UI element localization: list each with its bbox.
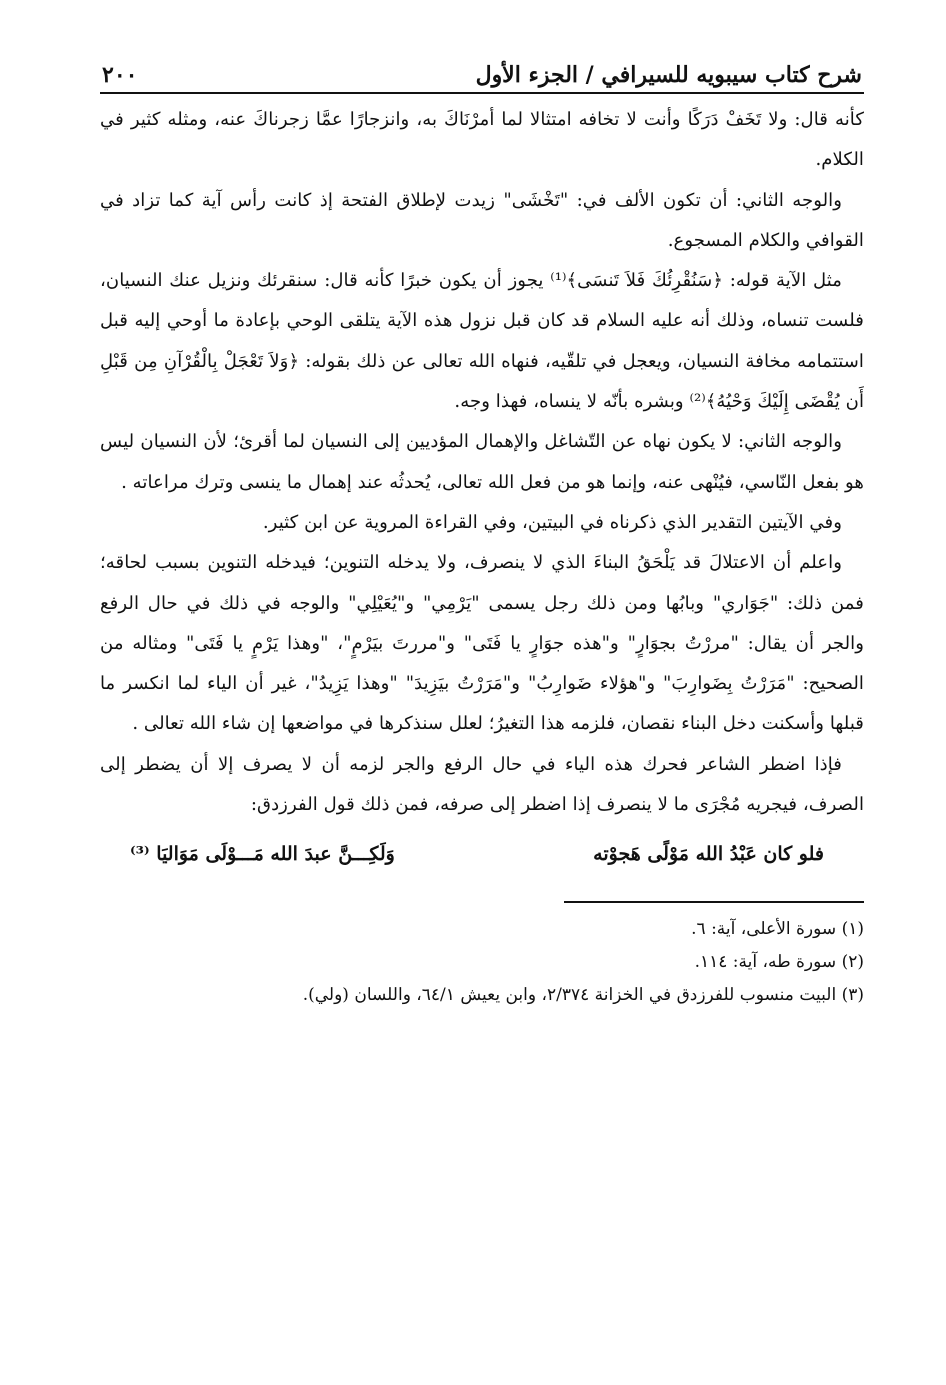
- footnote: (٢) سورة طه، آية: ١١٤.: [694, 952, 864, 973]
- poetry-verse: [100, 829, 864, 879]
- book-page: [100, 38, 864, 1012]
- paragraph: مثل الآية قوله: ﴿سَنُقْرِئُكَ فَلاَ تَنسَى﴾⁽¹⁾ يجوز أن يكون خبرًا كأنه قال: سنقرئك ونزيل عنك النسيان، فلست تنساه، وذلك أنه عليه السلام قد كان قبل نزول هذه الآية يتلقى الوحي بإعادة ما أوحي إليه قبل استتمامه مخافة النسيان، ويعجل في تلقّيه، فنهاه الله تعالى عن ذلك بقوله: ﴿وَلاَ تَعْجَلْ بِالْقُرْآنِ مِن قَبْلِ أَن يُقْضَى إِلَيْكَ وَحْيُهُ﴾⁽²⁾ وبشره بأنّه لا ينساه، فهذا وجه.: [100, 270, 864, 413]
- footnote-divider: [564, 901, 864, 903]
- page-header: [100, 38, 864, 94]
- footnotes: [100, 913, 864, 1012]
- page-number: ٢٠٠: [102, 62, 138, 88]
- paragraph: والوجه الثاني: لا يكون نهاه عن التّشاغل والإهمال المؤديين إلى النسيان لما أقرئ؛ لأن النسيان ليس هو بفعل النّاسي، فيُنْهى عنه، وإنما هو من فعل الله تعالى، يُحدثُه عند إهمال ما ينسى وترك مراعاته .: [100, 431, 864, 493]
- paragraph: فإذا اضطر الشاعر فحرك هذه الياء في حال الرفع والجر لزمه أن لا يصرف إلا أن يضطر إلى الصرف، فيجريه مُجْرَى ما لا ينصرف إذا اضطر إلى صرفه، فمن ذلك قول الفرزدق:: [100, 753, 864, 816]
- paragraph: وفي الآيتين التقدير الذي ذكرناه في البيتين، وفي القراءة المروية عن ابن كثير.: [262, 511, 842, 533]
- footnote: (٣) البيت منسوب للفرزدق في الخزانة ٢/٣٧٤، وابن يعيش ٦٤/١، واللسان (ولي).: [302, 985, 864, 1006]
- paragraph: واعلم أن الاعتلالَ قد يَلْحَقُ البناءَ الذي لا ينصرف، ولا يدخله التنوين؛ فيدخله التنوين بسبب لحاقه؛ فمن ذلك: "جَوَاري" وبابُها ومن ذلك رجل يسمى "يَرْمِي" و"يُعَيْلِي" والوجه في ذلك في حال الرفع والجر أن يقال: "مررْتُ بجوَارٍ" و"هذه جوَارٍ يا فَتَى" و"مررتَ بيَرْمٍ"، "وهذا يَرْمٍ يا فَتَى" ومثاله من الصحيح: "مَرَرْتُ بِضَوارِبَ" و"هؤلاء ضَوارِبُ" و"مَرَرْتُ بيَزِيدَ" "وهذا يَزِيدُ"، غير أن الياء لما انكسر ما قبلها وأسكنت دخل البناء نقصان، فلزمه هذا التغيرُ؛ لعلل سنذكرها في مواضعها إن شاء الله تعالى .: [100, 552, 864, 735]
- footnote: (١) سورة الأعلى، آية: ٦.: [691, 919, 864, 940]
- verse-first-hemistich: فلو كان عَبْدُ الله مَوْلًى هَجوْته: [593, 843, 824, 866]
- paragraph: والوجه الثاني: أن تكون الألف في: "تَخْشَى" زيدت لإطلاق الفتحة إذ كانت رأس آية كما تزاد في القوافي والكلام المسجوع.: [100, 189, 864, 251]
- main-text: [100, 100, 864, 825]
- running-title: شرح كتاب سيبويه للسيرافي / الجزء الأول: [475, 62, 862, 88]
- verse-second-hemistich: وَلَكِـــنَّ عبدَ الله مَـــوْلَى مَوَاليَا ⁽³⁾: [130, 843, 395, 866]
- paragraph: كأنه قال: ولا تَخَفْ دَرَكًا وأنت لا تخافه امتثالا لما أمرْنَاكَ به، وانزجارًا عمَّا زجرناكَ عنه، ومثله كثير في الكلام.: [100, 109, 864, 171]
